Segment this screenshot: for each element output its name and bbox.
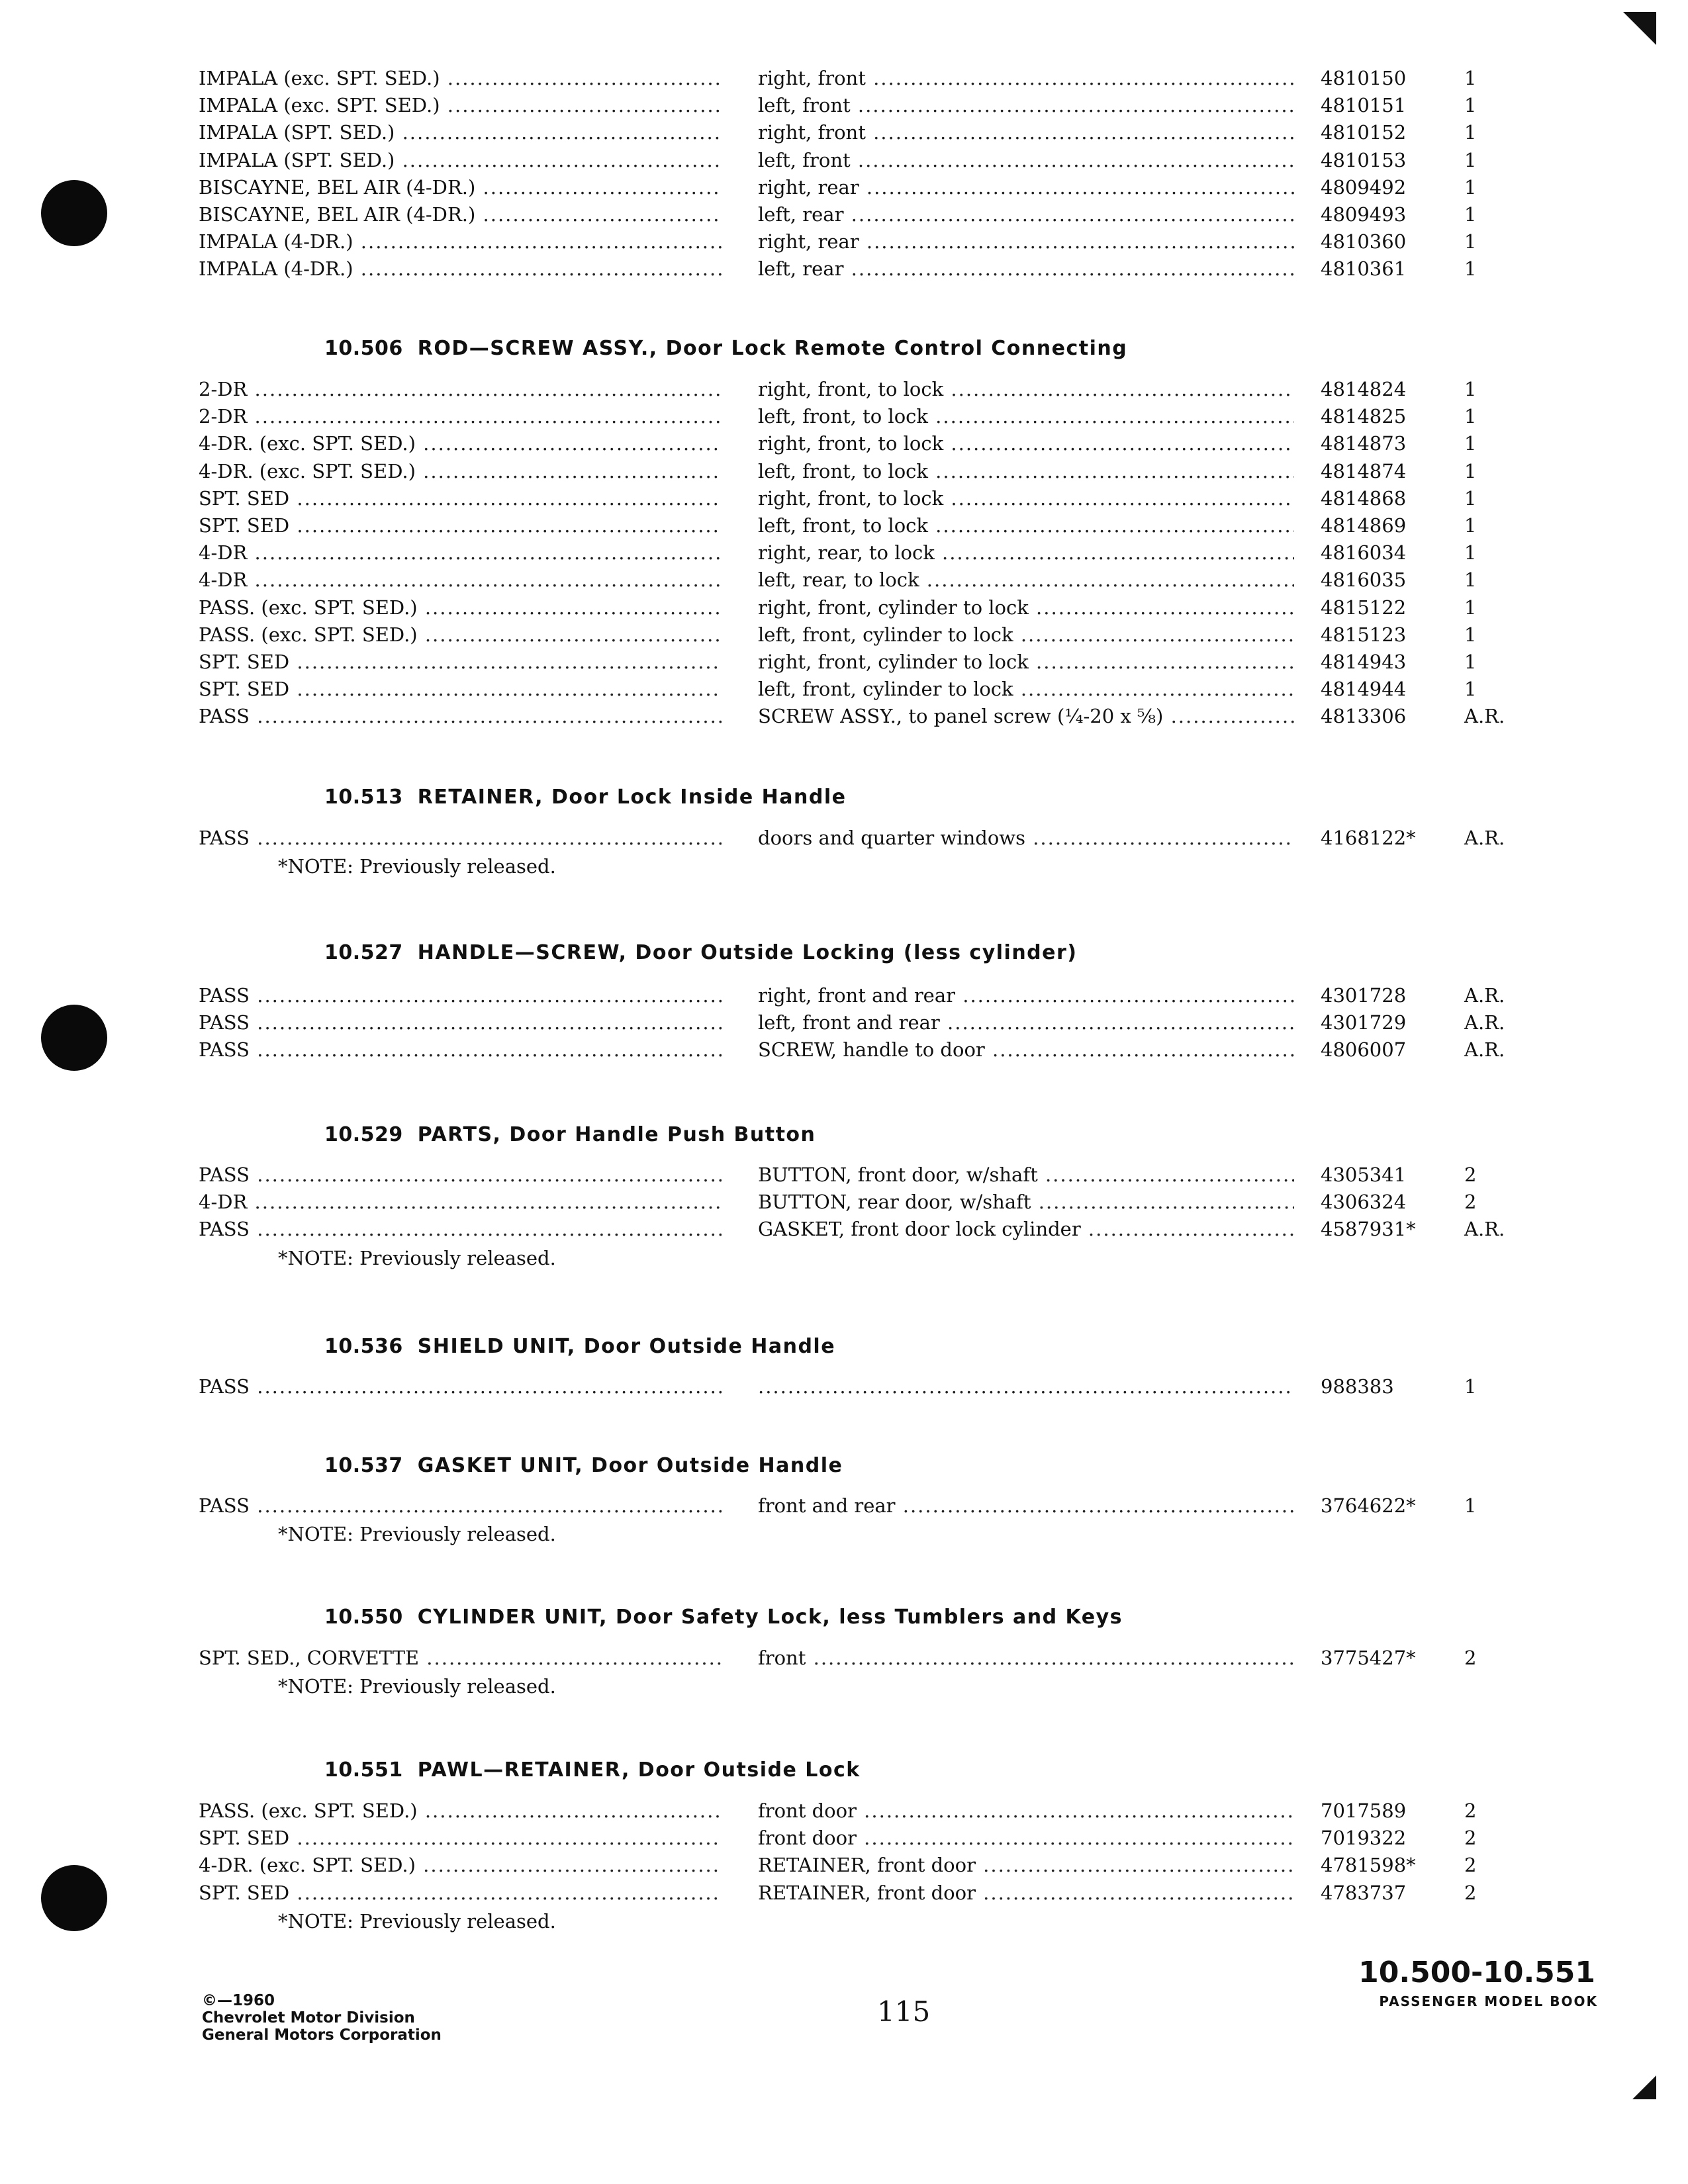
part-number-cell: 4814825 [1321, 405, 1407, 428]
model-cell: PASS ..... [199, 1216, 722, 1242]
quantity-cell: A.R. [1464, 1038, 1505, 1062]
section-heading [324, 1756, 861, 1785]
quantity-cell: 2 [1464, 1854, 1477, 1877]
description-cell: left, rear ..... [758, 201, 1294, 228]
parts-row [0, 430, 1688, 457]
part-number-cell: 4781598* [1321, 1854, 1416, 1877]
part-number-cell: 4809492 [1321, 175, 1407, 199]
model-cell: 4-DR ..... [199, 539, 722, 566]
part-number-cell: 4810361 [1321, 257, 1407, 281]
part-number-cell: 4810153 [1321, 148, 1407, 171]
parts-row [0, 512, 1688, 539]
part-number-cell: 4809493 [1321, 203, 1407, 226]
part-number-cell: 4806007 [1321, 1038, 1407, 1062]
description-cell: GASKET, front door lock cylinder ..... [758, 1216, 1294, 1242]
parts-row [0, 703, 1688, 729]
quantity-cell: 1 [1464, 569, 1477, 592]
description-cell: front ..... [758, 1645, 1294, 1671]
part-number-cell: 4306324 [1321, 1191, 1407, 1214]
description-cell: left, front, cylinder to lock ..... [758, 621, 1294, 648]
model-cell: SPT. SED ..... [199, 1825, 722, 1851]
quantity-cell: 2 [1464, 1827, 1477, 1850]
model-cell: SPT. SED., CORVETTE ..... [199, 1645, 722, 1671]
parts-row [0, 92, 1688, 118]
model-cell: IMPALA (4-DR.) ..... [199, 255, 722, 282]
model-cell: BISCAYNE, BEL AIR (4-DR.) ..... [199, 174, 722, 201]
model-cell: IMPALA (4-DR.) ..... [199, 228, 722, 255]
parts-row [0, 1373, 1688, 1400]
model-cell: PASS. (exc. SPT. SED.) ..... [199, 1797, 722, 1824]
section-title: HANDLE—SCREW, Door Outside Locking (less cylinder) [417, 941, 1078, 964]
section-title: GASKET UNIT, Door Outside Handle [417, 1454, 843, 1477]
description-cell: left, front and rear ..... [758, 1009, 1294, 1036]
description-cell: right, rear ..... [758, 174, 1294, 201]
model-cell: SPT. SED ..... [199, 1880, 722, 1906]
part-number-cell: 4814944 [1321, 678, 1407, 701]
section-number: 10.506 [324, 337, 403, 360]
part-number-cell: 4301729 [1321, 1011, 1407, 1034]
description-cell: right, front, to lock ..... [758, 430, 1294, 457]
description-cell: left, front, to lock ..... [758, 403, 1294, 430]
quantity-cell: A.R. [1464, 1011, 1505, 1034]
section-number: 10.529 [324, 1123, 403, 1146]
parts-row [0, 1852, 1688, 1878]
parts-row [0, 1880, 1688, 1906]
parts-row [0, 1161, 1688, 1188]
part-number-cell: 7019322 [1321, 1827, 1407, 1850]
corner-mark-bottom-right [1632, 2075, 1656, 2099]
description-cell [758, 1373, 1294, 1400]
footnote: *NOTE: Previously released. [278, 1909, 556, 1933]
section-title: RETAINER, Door Lock Inside Handle [417, 786, 847, 809]
copyright: ©—1960 [202, 1992, 275, 2009]
part-number-cell: 4816034 [1321, 541, 1407, 565]
part-number-cell: 4783737 [1321, 1881, 1407, 1904]
quantity-cell: 1 [1464, 432, 1477, 455]
parts-row [0, 594, 1688, 621]
model-cell: 4-DR. (exc. SPT. SED.) ..... [199, 1852, 722, 1878]
model-cell: IMPALA (SPT. SED.) ..... [199, 119, 722, 146]
quantity-cell: 1 [1464, 486, 1477, 510]
footnote: *NOTE: Previously released. [278, 1523, 556, 1546]
model-cell: 2-DR ..... [199, 376, 722, 402]
model-cell: PASS ..... [199, 1036, 722, 1063]
description-cell: left, front ..... [758, 92, 1294, 118]
description-cell: right, front ..... [758, 119, 1294, 146]
description-cell: right, front, cylinder to lock ..... [758, 649, 1294, 675]
section-title: PARTS, Door Handle Push Button [417, 1123, 816, 1146]
footnote: *NOTE: Previously released. [278, 855, 556, 878]
parts-row [0, 65, 1688, 91]
quantity-cell: 1 [1464, 203, 1477, 226]
model-cell: PASS ..... [199, 825, 722, 851]
description-cell: right, front, to lock ..... [758, 376, 1294, 402]
model-cell: 4-DR ..... [199, 567, 722, 593]
page-number: 115 [877, 1995, 931, 2028]
parts-row [0, 201, 1688, 228]
model-cell: SPT. SED ..... [199, 485, 722, 512]
model-cell: SPT. SED ..... [199, 649, 722, 675]
quantity-cell: 1 [1464, 378, 1477, 400]
description-cell: right, front, to lock ..... [758, 485, 1294, 512]
description-cell: SCREW ASSY., to panel screw (¼-20 x ⅝) ..... [758, 703, 1294, 729]
description-cell: right, rear, to lock ..... [758, 539, 1294, 566]
description-cell: left, rear ..... [758, 255, 1294, 282]
corporation-name: General Motors Corporation [202, 2026, 442, 2044]
description-cell: left, front, to lock ..... [758, 512, 1294, 539]
parts-row [0, 1825, 1688, 1851]
quantity-cell: 1 [1464, 596, 1477, 619]
parts-row [0, 1797, 1688, 1824]
model-cell: PASS ..... [199, 703, 722, 729]
part-number-cell: 4813306 [1321, 705, 1407, 728]
description-cell: left, front, to lock ..... [758, 458, 1294, 484]
model-cell: SPT. SED ..... [199, 676, 722, 702]
model-cell: BISCAYNE, BEL AIR (4-DR.) ..... [199, 201, 722, 228]
parts-row [0, 1216, 1688, 1242]
description-cell: doors and quarter windows ..... [758, 825, 1294, 851]
section-heading [324, 783, 847, 812]
section-number: 10.527 [324, 941, 403, 964]
parts-row [0, 982, 1688, 1009]
parts-row [0, 1492, 1688, 1519]
description-cell: front door ..... [758, 1797, 1294, 1824]
description-cell: left, front, cylinder to lock ..... [758, 676, 1294, 702]
parts-row [0, 1036, 1688, 1063]
description-cell: front and rear ..... [758, 1492, 1294, 1519]
section-title: ROD—SCREW ASSY., Door Lock Remote Control Connecting [417, 337, 1128, 360]
section-title: SHIELD UNIT, Door Outside Handle [417, 1335, 836, 1358]
description-cell: front door ..... [758, 1825, 1294, 1851]
section-heading [324, 938, 1078, 968]
model-cell: PASS ..... [199, 1009, 722, 1036]
section-heading [324, 1451, 843, 1480]
model-cell: 4-DR ..... [199, 1189, 722, 1215]
section-number: 10.537 [324, 1454, 403, 1477]
parts-row [0, 119, 1688, 146]
publisher-block [202, 1992, 442, 2044]
part-number-cell: 4815123 [1321, 623, 1407, 646]
quantity-cell: 1 [1464, 1494, 1477, 1517]
part-number-cell: 3775427* [1321, 1647, 1416, 1669]
part-number-cell: 988383 [1321, 1375, 1394, 1398]
model-cell: PASS ..... [199, 1161, 722, 1188]
part-number-cell: 4814874 [1321, 459, 1407, 482]
model-cell: PASS. (exc. SPT. SED.) ..... [199, 594, 722, 621]
part-number-cell: 4814824 [1321, 378, 1407, 400]
description-cell: right, front, cylinder to lock ..... [758, 594, 1294, 621]
quantity-cell: 2 [1464, 1881, 1477, 1904]
section-heading [324, 1603, 1123, 1632]
part-number-cell: 7017589 [1321, 1799, 1407, 1822]
section-number: 10.551 [324, 1758, 403, 1782]
quantity-cell: A.R. [1464, 827, 1505, 849]
quantity-cell: 1 [1464, 94, 1477, 117]
model-cell: 2-DR ..... [199, 403, 722, 430]
parts-row [0, 147, 1688, 173]
parts-row [0, 649, 1688, 675]
part-number-cell: 4810150 [1321, 67, 1407, 89]
description-cell: left, front ..... [758, 147, 1294, 173]
model-cell: 4-DR. (exc. SPT. SED.) ..... [199, 430, 722, 457]
quantity-cell: 2 [1464, 1647, 1477, 1669]
section-title: PAWL—RETAINER, Door Outside Lock [417, 1758, 861, 1782]
parts-row [0, 458, 1688, 484]
parts-row [0, 567, 1688, 593]
description-cell: RETAINER, front door ..... [758, 1852, 1294, 1878]
quantity-cell: 1 [1464, 67, 1477, 89]
quantity-cell: 1 [1464, 257, 1477, 281]
description-cell: BUTTON, rear door, w/shaft ..... [758, 1189, 1294, 1215]
quantity-cell: 1 [1464, 230, 1477, 253]
parts-row [0, 1009, 1688, 1036]
part-number-cell: 4815122 [1321, 596, 1407, 619]
footnote: *NOTE: Previously released. [278, 1246, 556, 1269]
section-heading [324, 1332, 835, 1361]
parts-row [0, 1645, 1688, 1671]
parts-row [0, 403, 1688, 430]
description-cell: RETAINER, front door ..... [758, 1880, 1294, 1906]
part-number-cell: 4814873 [1321, 432, 1407, 455]
quantity-cell: 1 [1464, 175, 1477, 199]
quantity-cell: 1 [1464, 1375, 1477, 1398]
part-number-cell: 4814868 [1321, 486, 1407, 510]
quantity-cell: 1 [1464, 678, 1477, 701]
parts-row [0, 228, 1688, 255]
division-name: Chevrolet Motor Division [202, 2009, 415, 2026]
part-number-cell: 4816035 [1321, 569, 1407, 592]
part-number-cell: 4814943 [1321, 651, 1407, 673]
quantity-cell: 1 [1464, 651, 1477, 673]
model-cell: PASS ..... [199, 1373, 722, 1400]
model-cell: PASS ..... [199, 1492, 722, 1519]
section-title: CYLINDER UNIT, Door Safety Lock, less Tumblers and Keys [417, 1606, 1123, 1629]
parts-row [0, 621, 1688, 648]
part-number-cell: 3764622* [1321, 1494, 1416, 1517]
quantity-cell: A.R. [1464, 705, 1505, 728]
description-cell: right, front ..... [758, 65, 1294, 91]
quantity-cell: 1 [1464, 405, 1477, 428]
part-number-cell: 4168122* [1321, 827, 1416, 849]
quantity-cell: 1 [1464, 148, 1477, 171]
quantity-cell: 1 [1464, 459, 1477, 482]
model-cell: PASS. (exc. SPT. SED.) ..... [199, 621, 722, 648]
part-number-cell: 4587931* [1321, 1218, 1416, 1241]
section-number: 10.550 [324, 1606, 403, 1629]
parts-row [0, 174, 1688, 201]
description-cell: SCREW, handle to door ..... [758, 1036, 1294, 1063]
section-heading [324, 1120, 816, 1150]
parts-row [0, 539, 1688, 566]
section-heading [324, 334, 1127, 363]
quantity-cell: 1 [1464, 514, 1477, 537]
quantity-cell: 1 [1464, 541, 1477, 565]
part-number-cell: 4810360 [1321, 230, 1407, 253]
model-cell: IMPALA (SPT. SED.) ..... [199, 147, 722, 173]
parts-row [0, 376, 1688, 402]
part-number-cell: 4810151 [1321, 94, 1407, 117]
section-range: 10.500-10.551 [1358, 1956, 1595, 1989]
corner-mark-top-right [1623, 12, 1656, 45]
quantity-cell: 2 [1464, 1799, 1477, 1822]
parts-row [0, 825, 1688, 851]
description-cell: BUTTON, front door, w/shaft ..... [758, 1161, 1294, 1188]
parts-row [0, 255, 1688, 282]
quantity-cell: A.R. [1464, 1218, 1505, 1241]
description-cell: right, rear ..... [758, 228, 1294, 255]
model-cell: IMPALA (exc. SPT. SED.) ..... [199, 65, 722, 91]
part-number-cell: 4305341 [1321, 1163, 1407, 1186]
model-cell: 4-DR. (exc. SPT. SED.) ..... [199, 458, 722, 484]
model-cell: PASS ..... [199, 982, 722, 1009]
part-number-cell: 4301728 [1321, 984, 1407, 1007]
parts-row [0, 485, 1688, 512]
parts-row [0, 1189, 1688, 1215]
quantity-cell: 1 [1464, 121, 1477, 144]
book-name: PASSENGER MODEL BOOK [1379, 1993, 1598, 2009]
footnote: *NOTE: Previously released. [278, 1675, 556, 1698]
quantity-cell: 2 [1464, 1163, 1477, 1186]
model-cell: IMPALA (exc. SPT. SED.) ..... [199, 92, 722, 118]
parts-row [0, 676, 1688, 702]
section-number: 10.536 [324, 1335, 403, 1358]
quantity-cell: 2 [1464, 1191, 1477, 1214]
model-cell: SPT. SED ..... [199, 512, 722, 539]
quantity-cell: A.R. [1464, 984, 1505, 1007]
part-number-cell: 4810152 [1321, 121, 1407, 144]
quantity-cell: 1 [1464, 623, 1477, 646]
description-cell: right, front and rear ..... [758, 982, 1294, 1009]
description-cell: left, rear, to lock ..... [758, 567, 1294, 593]
part-number-cell: 4814869 [1321, 514, 1407, 537]
section-number: 10.513 [324, 786, 403, 809]
